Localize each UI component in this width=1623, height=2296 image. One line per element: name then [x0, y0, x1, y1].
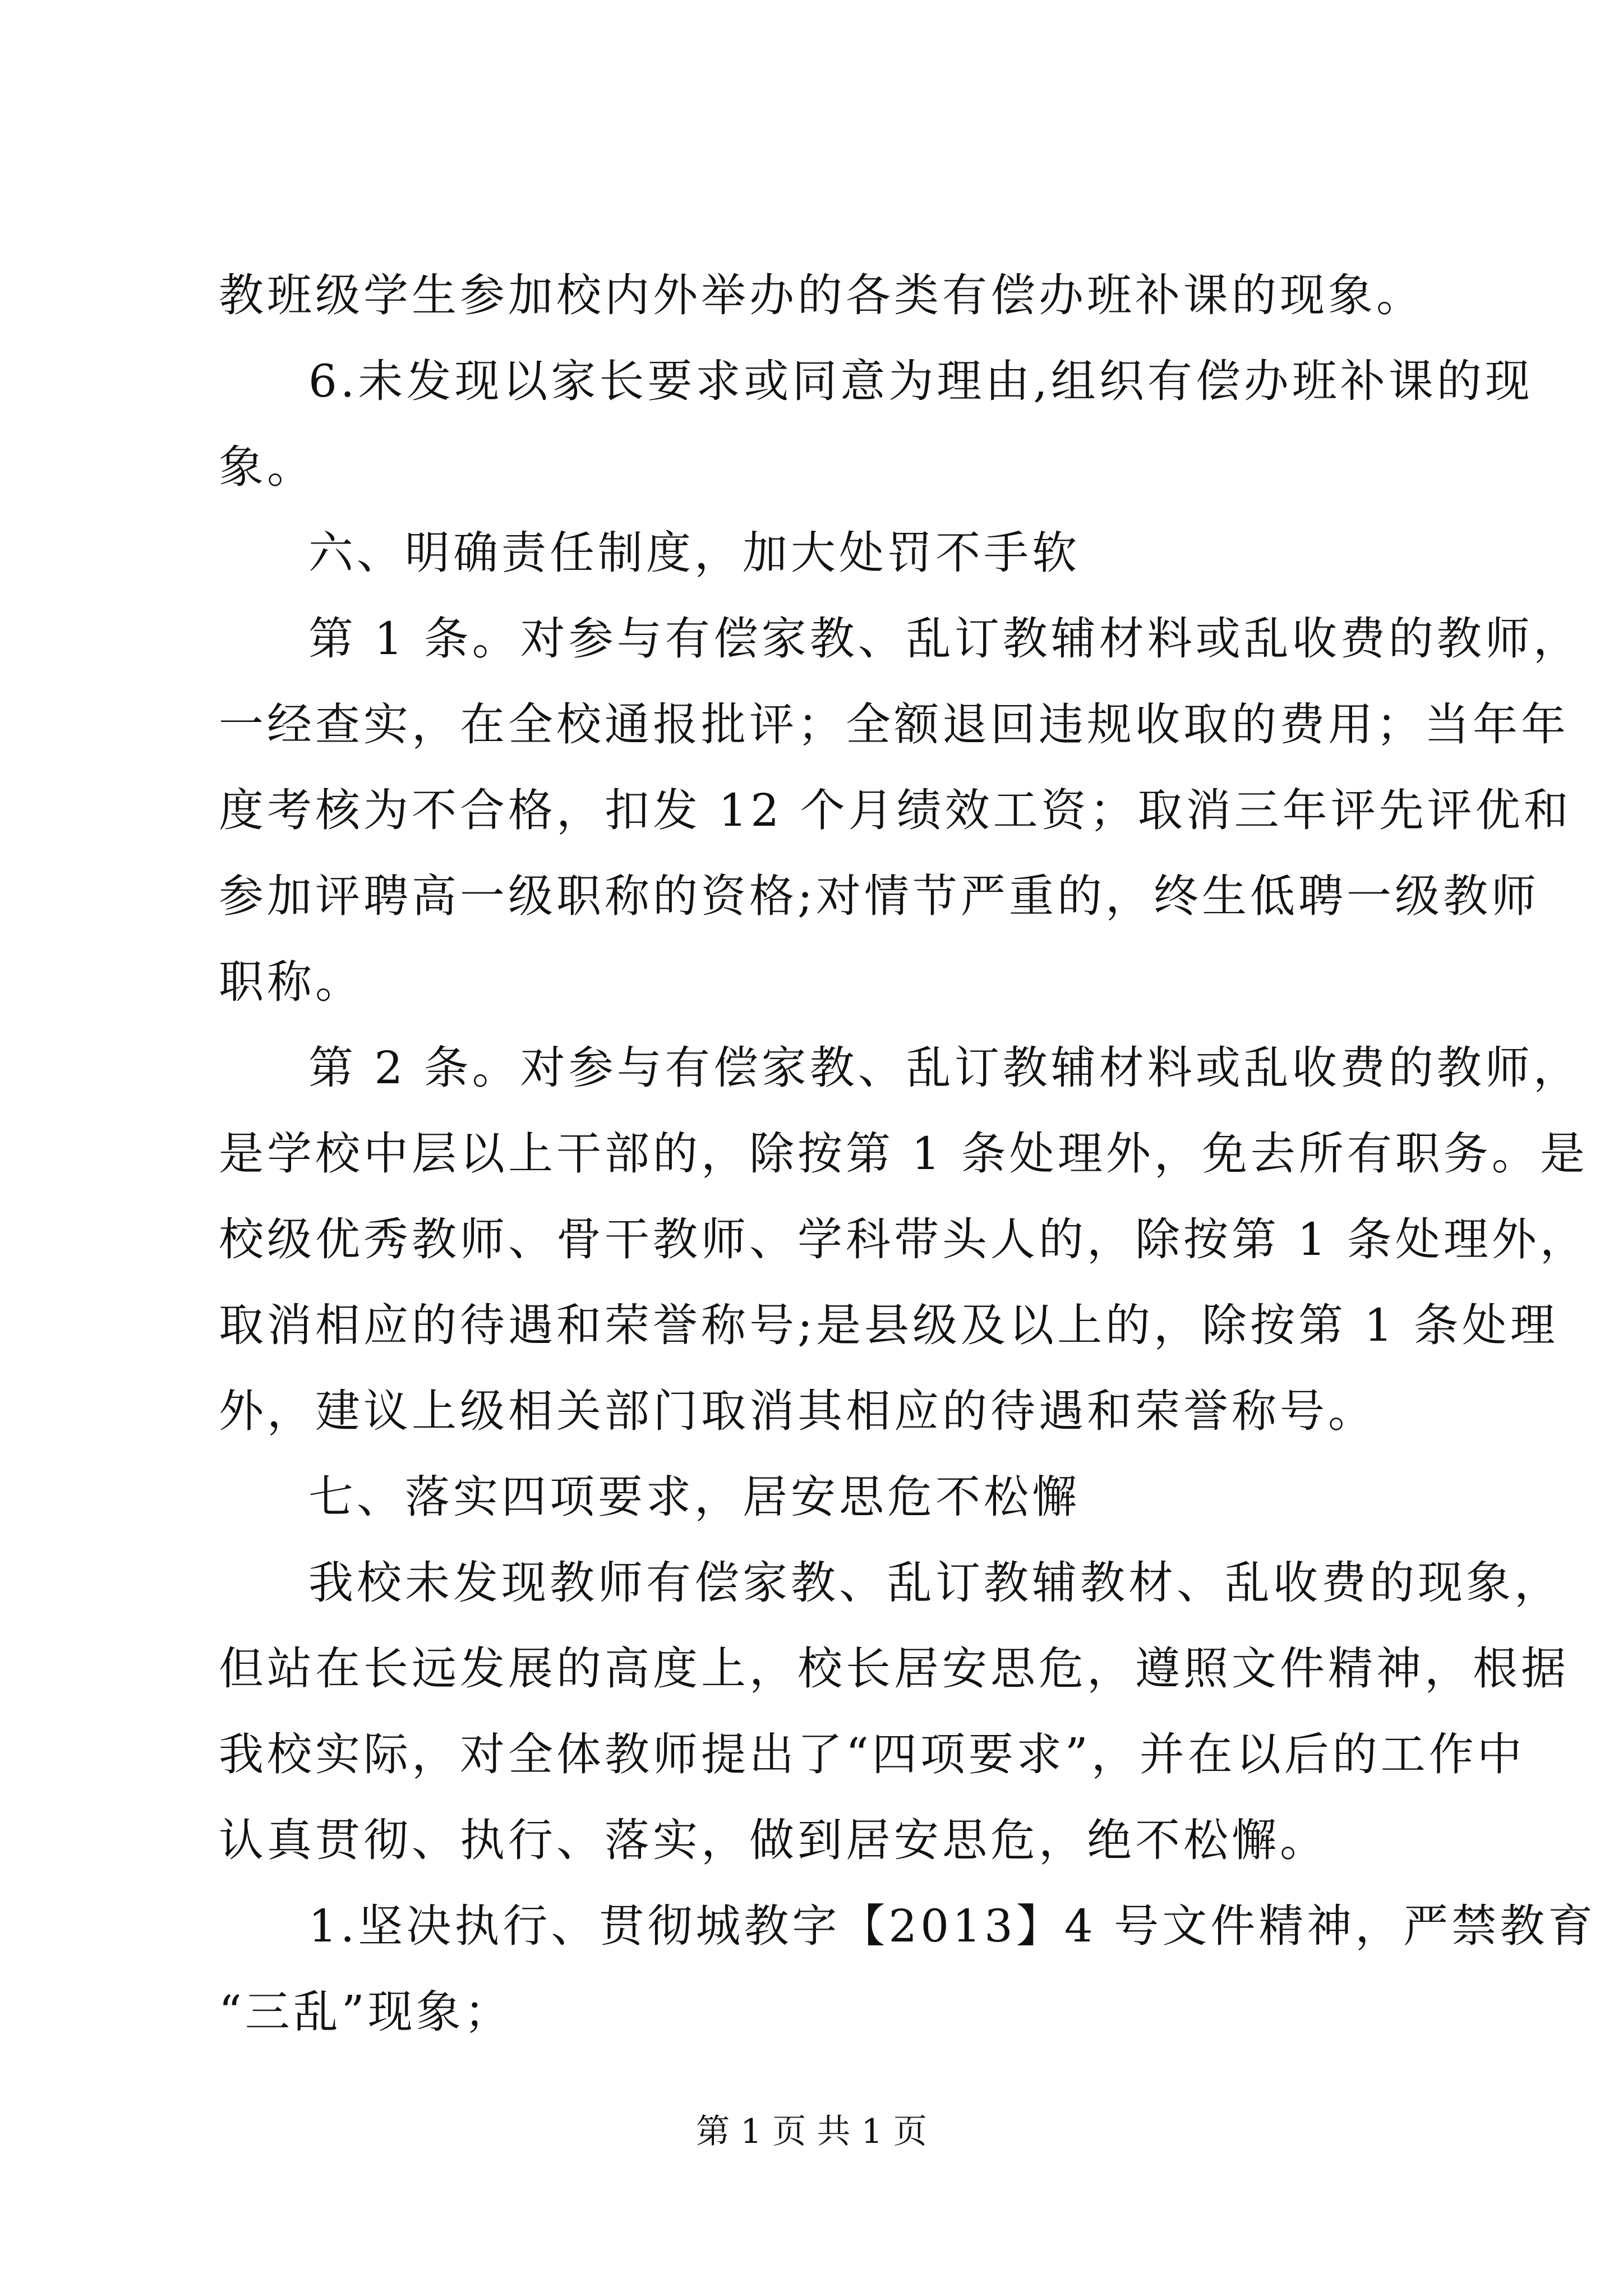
section-heading: 六、明确责任制度，加大处罚不手软 — [308, 527, 1080, 579]
text-line: 取消相应的待遇和荣誉称号;是县级及以上的，除按第 1 条处理 — [219, 1299, 1559, 1351]
text-line: 参加评聘高一级职称的资格;对情节严重的，终生低聘一级教师 — [219, 870, 1539, 922]
text-line: 象。 — [219, 441, 315, 493]
document-body — [219, 252, 1597, 2055]
section-heading: 七、落实四项要求，居安思危不松懈 — [308, 1471, 1080, 1523]
text-line: 我校未发现教师有偿家教、乱订教辅教材、乱收费的现象， — [308, 1557, 1562, 1609]
text-line: 一经查实，在全校通报批评；全额退回违规收取的费用；当年年 — [219, 698, 1569, 751]
text-line: 但站在长远发展的高度上，校长居安思危，遵照文件精神，根据 — [219, 1642, 1569, 1695]
text-line: 外，建议上级相关部门取消其相应的待遇和荣誉称号。 — [219, 1385, 1376, 1437]
text-line: 第 1 条。对参与有偿家教、乱订教辅材料或乱收费的教师， — [308, 613, 1581, 665]
text-line: 校级优秀教师、骨干教师、学科带头人的，除按第 1 条处理外， — [219, 1213, 1588, 1266]
text-line: 1.坚决执行、贯彻城教字【2013】4 号文件精神，严禁教育 — [308, 1900, 1597, 1952]
text-line: 度考核为不合格，扣发 12 个月绩效工资；取消三年评先评优和 — [219, 784, 1572, 836]
text-line: 教班级学生参加校内外举办的各类有偿办班补课的现象。 — [219, 269, 1424, 321]
text-line: 6.未发现以家长要求或同意为理由,组织有偿办班补课的现 — [308, 355, 1533, 407]
text-line: 认真贯彻、执行、落实，做到居安思危，绝不松懈。 — [219, 1814, 1328, 1866]
text-line: 是学校中层以上干部的，除按第 1 条处理外，免去所有职务。是 — [219, 1128, 1588, 1180]
text-line: “三乱”现象； — [219, 1986, 513, 2038]
page-footer: 第 1 页 共 1 页 — [696, 2112, 927, 2151]
text-line: 我校实际，对全体教师提出了“四项要求”，并在以后的工作中 — [219, 1728, 1525, 1780]
text-line: 职称。 — [219, 956, 363, 1008]
text-line: 第 2 条。对参与有偿家教、乱订教辅材料或乱收费的教师， — [308, 1042, 1581, 1094]
